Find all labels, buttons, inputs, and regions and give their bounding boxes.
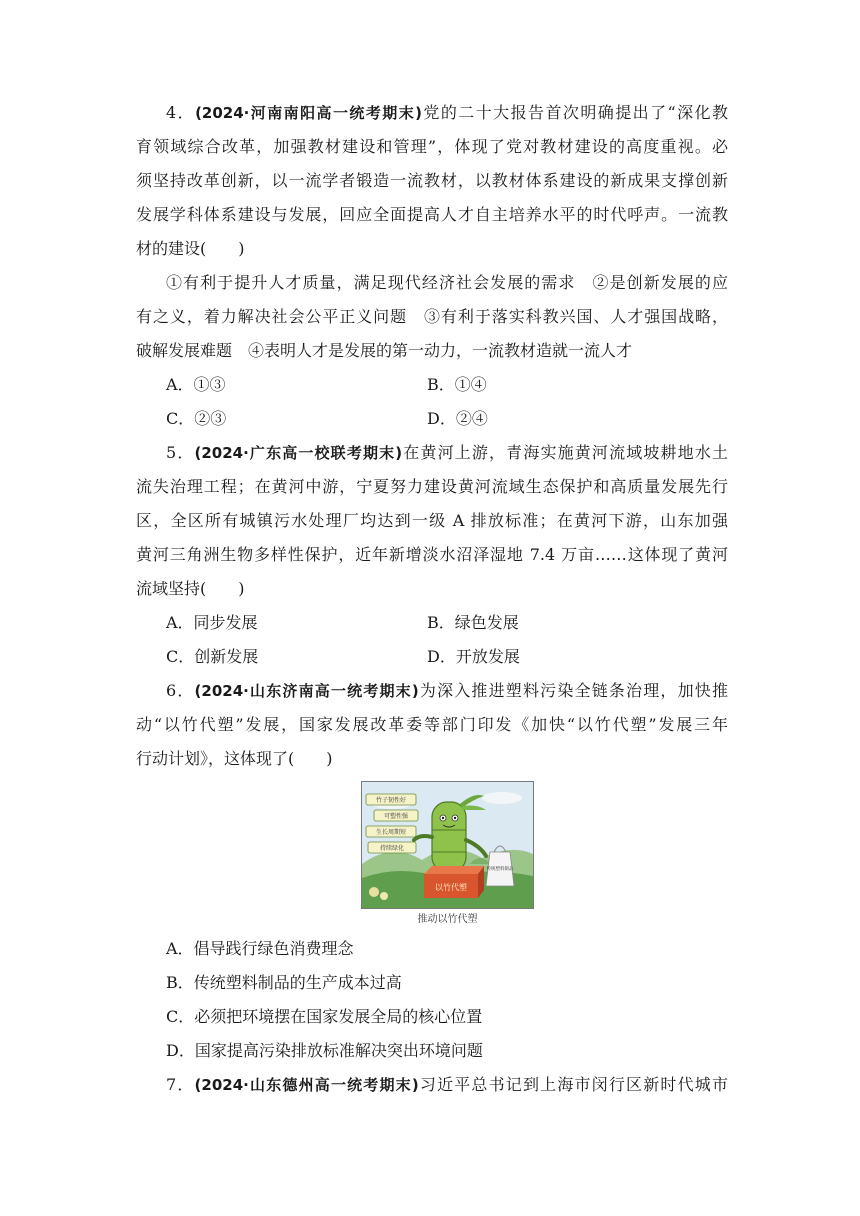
q4-source: (2024·河南南阳高一统考期末) (195, 104, 422, 122)
q6-option-d[interactable]: D．国家提高污染排放标准解决突出环境问题 (166, 1041, 483, 1060)
q7-source: (2024·山东德州高一统考期末) (194, 1076, 419, 1094)
q5-option-b[interactable]: B．绿色发展 (427, 613, 519, 632)
q5-stem-line-5: 流域坚持( ) (136, 579, 245, 598)
bamboo-illustration (361, 781, 534, 909)
q6-option-c[interactable]: C．必须把环境摆在国家发展全局的核心位置 (166, 1007, 483, 1026)
q4-stem-line-4: 发展学科体系建设与发展，回应全面提高人才自主培养水平的时代呼声。一流教 (136, 205, 728, 224)
q4-stem-line-3: 须坚持改革创新，以一流学者锻造一流教材，以教材体系建设的新成果支撑创新 (136, 171, 728, 190)
q5-stem-line-1: 5．(2024·广东高一校联考期末)在黄河上游，青海实施黄河流域坡耕地水土 (166, 443, 728, 462)
q5-option-d[interactable]: D．开放发展 (427, 647, 520, 666)
q4-stem-line-2: 育领域综合改革，加强教材建设和管理”，体现了党对教材建设的高度重视。必 (136, 137, 728, 156)
q4-stem-line-5: 材的建设( ) (136, 239, 245, 258)
figure-label-4: 持续绿化 (379, 845, 405, 852)
q5-stem-line-2: 流失治理工程；在黄河中游，宁夏努力建设黄河流域生态保护和高质量发展先行 (136, 477, 728, 496)
q5-stem-line-3: 区，全区所有城镇污水处理厂均达到一级 A 排放标准；在黄河下游，山东加强 (136, 511, 728, 530)
q4-option-d[interactable]: D．②④ (427, 409, 488, 428)
q4-option-c[interactable]: C．②③ (166, 409, 227, 428)
q6-option-b[interactable]: B．传统塑料制品的生产成本过高 (166, 973, 402, 992)
figure-base-text: 以竹代塑 (435, 883, 467, 892)
figure-bag-text: 传统塑料制品 (486, 867, 514, 872)
q4-stem-line-1: 4．(2024·河南南阳高一统考期末)党的二十大报告首次明确提出了“深化教 (166, 103, 728, 122)
figure-caption: 推动以竹代塑 (417, 914, 478, 925)
q4-option-a[interactable]: A．①③ (166, 375, 226, 394)
q4-option-b[interactable]: B．①④ (427, 375, 487, 394)
figure-label-2: 可塑性强 (383, 813, 409, 820)
figure-label-3: 生长周期短 (375, 829, 407, 836)
q4-statement-line-1: ①有利于提升人才质量，满足现代经济社会发展的需求 ②是创新发展的应 (166, 273, 728, 292)
q5-option-a[interactable]: A．同步发展 (166, 613, 258, 632)
q7-stem-line-1: 7．(2024·山东德州高一统考期末)习近平总书记到上海市闵行区新时代城市 (166, 1075, 728, 1094)
q6-stem-line-3: 行动计划》，这体现了( ) (136, 749, 333, 768)
q6-option-a[interactable]: A．倡导践行绿色消费理念 (166, 939, 354, 958)
figure-label-1: 竹子韧性好 (375, 797, 407, 804)
q5-option-c[interactable]: C．创新发展 (166, 647, 259, 666)
q4-statement-line-3: 破解发展难题 ④表明人才是发展的第一动力，一流教材造就一流人才 (136, 341, 633, 360)
q5-stem-line-4: 黄河三角洲生物多样性保护，近年新增淡水沼泽湿地 7.4 万亩……这体现了黄河 (136, 545, 728, 564)
q6-stem-line-1: 6．(2024·山东济南高一统考期末)为深入推进塑料污染全链条治理，加快推 (166, 681, 728, 700)
q6-stem-line-2: 动“以竹代塑”发展，国家发展改革委等部门印发《加快“以竹代塑”发展三年 (136, 715, 728, 734)
q4-statement-line-2: 有之义，着力解决社会公平正义问题 ③有利于落实科教兴国、人才强国战略， (136, 307, 728, 326)
q6-source: (2024·山东济南高一统考期末) (194, 682, 419, 700)
bamboo-cartoon-icon (362, 782, 533, 908)
q5-source: (2024·广东高一校联考期末) (194, 444, 403, 462)
